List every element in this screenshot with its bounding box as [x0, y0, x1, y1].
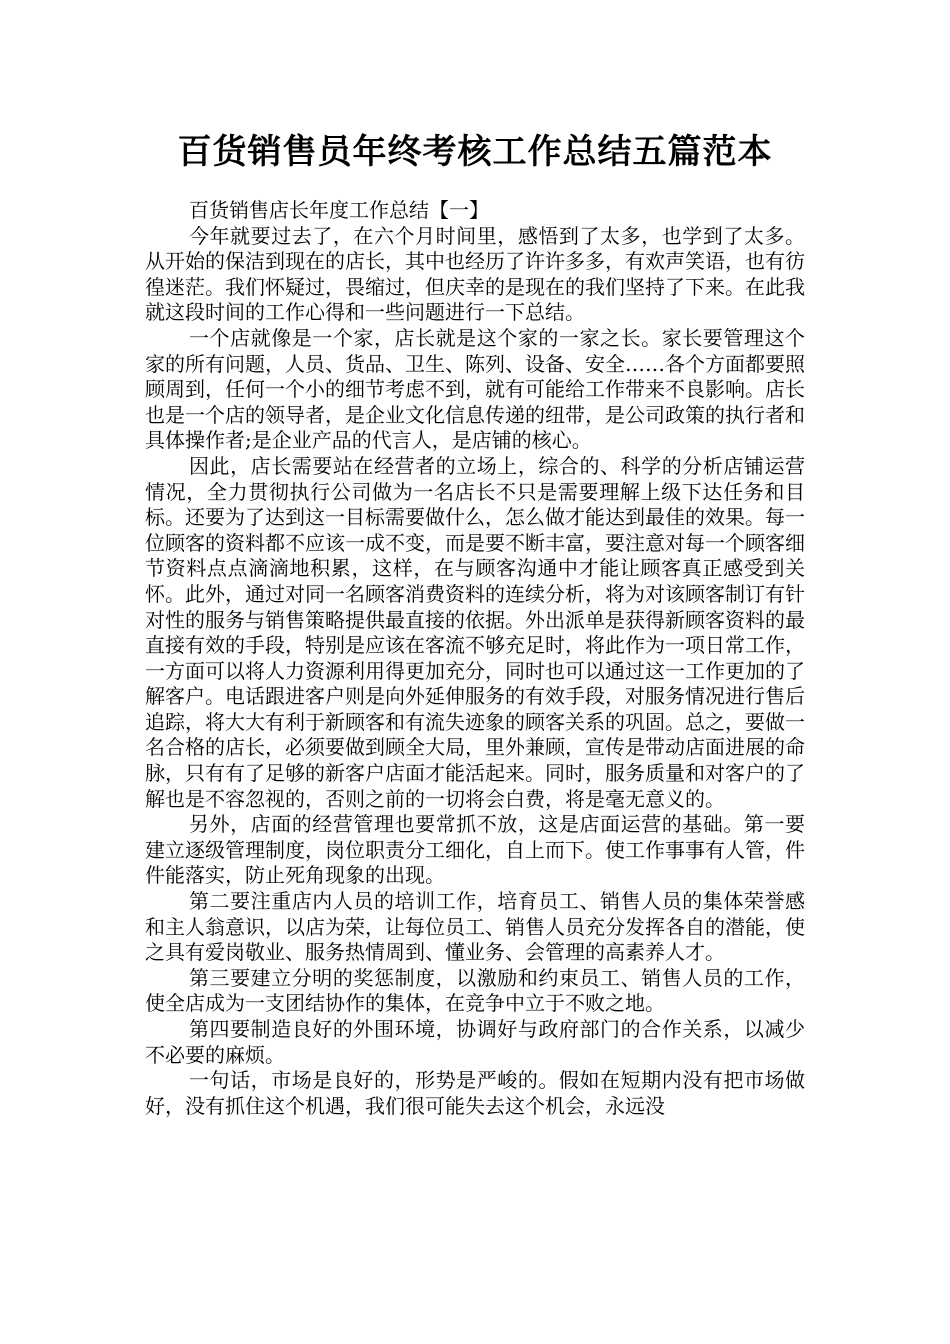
section-heading: 百货销售店长年度工作总结【一】	[189, 198, 489, 222]
document-title: 百货销售员年终考核工作总结五篇范本	[177, 132, 773, 172]
paragraph: 一个店就像是一个家，店长就是这个家的一家之长。家长要管理这个家的所有问题，人员、货品、卫生、陈列、设备、安全……各个方面都要照顾周到，任何一个小的细节考虑不到，就有可能给工作带来不良影响。店长也是一个店的领导者，是企业文化信息传递的纽带，是公司政策的执行者和具体操作者;是企业产品的代言人，是店铺的核心。	[145, 325, 805, 453]
paragraph: 第四要制造良好的外围环境，协调好与政府部门的合作关系，以减少不必要的麻烦。	[145, 1017, 805, 1067]
paragraph: 因此，店长需要站在经营者的立场上，综合的、科学的分析店铺运营情况，全力贯彻执行公司做为一名店长不只是需要理解上级下达任务和目标。还要为了达到这一目标需要做什么，怎么做才能达到最佳的效果。每一位顾客的资料都不应该一成不变，而是要不断丰富，要注意对每一个顾客细节资料点点滴滴地积累，这样，在与顾客沟通中才能让顾客真正感受到关怀。此外，通过对同一名顾客消费资料的连续分析，将为对该顾客制订有针对性的服务与销售策略提供最直接的依据。外出派单是获得新顾客资料的最直接有效的手段，特别是应该在客流不够充足时，将此作为一项日常工作，一方面可以将人力资源利用得更加充分，同时也可以通过这一工作更加的了解客户。电话跟进客户则是向外延伸服务的有效手段，对服务情况进行售后追踪，将大大有利于新顾客和有流失迹象的顾客关系的巩固。总之，要做一名合格的店长，必须要做到顾全大局，里外兼顾，宣传是带动店面进展的命脉，只有有了足够的新客户店面才能活起来。同时，服务质量和对客户的了解也是不容忽视的，否则之前的一切将会白费，将是毫无意义的。	[145, 453, 805, 811]
paragraph: 另外，店面的经营管理也要常抓不放，这是店面运营的基础。第一要建立逐级管理制度，岗位职责分工细化，自上而下。使工作事事有人管，件件能落实，防止死角现象的出现。	[145, 812, 805, 888]
paragraph: 一句话，市场是良好的，形势是严峻的。假如在短期内没有把市场做好，没有抓住这个机遇，我们很可能失去这个机会，永远没	[145, 1068, 805, 1118]
paragraph: 今年就要过去了，在六个月时间里，感悟到了太多，也学到了太多。从开始的保洁到现在的店长，其中也经历了许许多多，有欢声笑语，也有彷徨迷茫。我们怀疑过，畏缩过，但庆幸的是现在的我们坚持了下来。在此我就这段时间的工作心得和一些问题进行一下总结。	[145, 223, 805, 325]
paragraph: 第二要注重店内人员的培训工作，培育员工、销售人员的集体荣誉感和主人翁意识，以店为荣，让每位员工、销售人员充分发挥各自的潜能，使之具有爱岗敬业、服务热情周到、懂业务、会管理的高素养人才。	[145, 889, 805, 965]
document-body	[145, 198, 805, 1119]
paragraph: 第三要建立分明的奖惩制度，以激励和约束员工、销售人员的工作，使全店成为一支团结协作的集体，在竞争中立于不败之地。	[145, 965, 805, 1016]
